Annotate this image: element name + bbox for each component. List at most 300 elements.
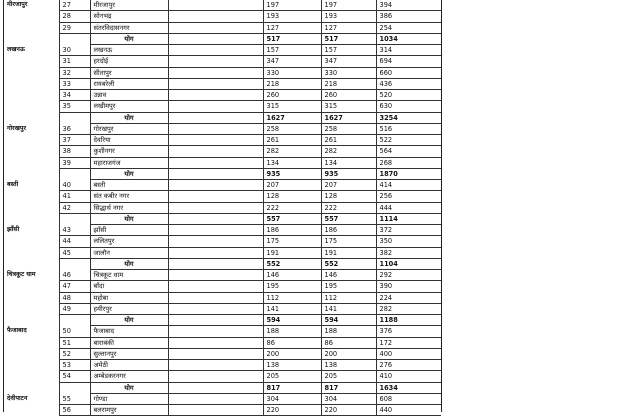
district-cell: हरदोई <box>90 56 168 67</box>
table-row <box>4 371 441 382</box>
district-cell: ललितपुर <box>90 236 168 247</box>
district-cell: बस्ती <box>90 180 168 191</box>
number-cell <box>59 315 90 326</box>
spacer-cell <box>168 135 263 146</box>
division-cell <box>4 112 59 123</box>
spacer-cell <box>168 0 263 11</box>
district-cell: बलरामपुर <box>90 405 168 416</box>
total-row <box>4 258 441 269</box>
district-table <box>4 0 441 416</box>
total-label: योग <box>90 112 168 123</box>
division-cell <box>4 22 59 33</box>
value-b-cell: 935 <box>321 168 376 179</box>
value-b-cell: 557 <box>321 213 376 224</box>
value-b-cell: 134 <box>321 157 376 168</box>
number-cell: 43 <box>59 225 90 236</box>
value-b-cell: 205 <box>321 371 376 382</box>
total-value-cell: 394 <box>376 0 441 11</box>
spacer-cell <box>168 348 263 359</box>
number-cell: 29 <box>59 22 90 33</box>
total-value-cell: 1188 <box>376 315 441 326</box>
division-cell <box>4 67 59 78</box>
spacer-cell <box>168 123 263 134</box>
spacer-cell <box>168 168 263 179</box>
total-row <box>4 168 441 179</box>
district-cell: गोरखपुर <box>90 123 168 134</box>
table-row <box>4 405 441 416</box>
division-cell <box>4 168 59 179</box>
number-cell: 56 <box>59 405 90 416</box>
table-row <box>4 225 441 236</box>
value-a-cell: 141 <box>263 303 321 314</box>
table-row <box>4 135 441 146</box>
district-cell: देवरिया <box>90 135 168 146</box>
district-cell: कुशीनगर <box>90 146 168 157</box>
spacer-cell <box>168 337 263 348</box>
value-a-cell: 315 <box>263 101 321 112</box>
spacer-cell <box>168 247 263 258</box>
total-value-cell: 1634 <box>376 382 441 393</box>
division-cell <box>4 337 59 348</box>
total-value-cell: 608 <box>376 393 441 404</box>
number-cell: 53 <box>59 360 90 371</box>
table-row <box>4 360 441 371</box>
total-value-cell: 256 <box>376 191 441 202</box>
total-value-cell: 382 <box>376 247 441 258</box>
value-b-cell: 186 <box>321 225 376 236</box>
total-label: योग <box>90 33 168 44</box>
number-cell: 38 <box>59 146 90 157</box>
value-a-cell: 552 <box>263 258 321 269</box>
number-cell: 50 <box>59 326 90 337</box>
value-a-cell: 261 <box>263 135 321 146</box>
number-cell: 31 <box>59 56 90 67</box>
total-value-cell: 372 <box>376 225 441 236</box>
spacer-cell <box>168 258 263 269</box>
value-a-cell: 191 <box>263 247 321 258</box>
total-value-cell: 314 <box>376 45 441 56</box>
number-cell <box>59 33 90 44</box>
division-cell <box>4 213 59 224</box>
value-b-cell: 197 <box>321 0 376 11</box>
number-cell: 34 <box>59 90 90 101</box>
district-cell: महाराजगंज <box>90 157 168 168</box>
spacer-cell <box>168 112 263 123</box>
number-cell: 47 <box>59 281 90 292</box>
value-a-cell: 817 <box>263 382 321 393</box>
total-label: योग <box>90 258 168 269</box>
value-a-cell: 1627 <box>263 112 321 123</box>
table-row <box>4 247 441 258</box>
number-cell: 39 <box>59 157 90 168</box>
value-b-cell: 127 <box>321 22 376 33</box>
value-a-cell: 517 <box>263 33 321 44</box>
table-row <box>4 202 441 213</box>
table-row <box>4 337 441 348</box>
spacer-cell <box>168 157 263 168</box>
value-b-cell: 222 <box>321 202 376 213</box>
value-a-cell: 330 <box>263 67 321 78</box>
value-a-cell: 200 <box>263 348 321 359</box>
total-value-cell: 564 <box>376 146 441 157</box>
value-a-cell: 112 <box>263 292 321 303</box>
district-cell: सीतापुर <box>90 67 168 78</box>
table-row <box>4 56 441 67</box>
value-a-cell: 197 <box>263 0 321 11</box>
table-row <box>4 270 441 281</box>
value-a-cell: 175 <box>263 236 321 247</box>
value-a-cell: 935 <box>263 168 321 179</box>
division-cell: मीरजापुर <box>7 1 28 9</box>
value-b-cell: 86 <box>321 337 376 348</box>
table-row <box>4 292 441 303</box>
division-cell <box>4 202 59 213</box>
total-value-cell: 1870 <box>376 168 441 179</box>
value-a-cell: 186 <box>263 225 321 236</box>
value-b-cell: 261 <box>321 135 376 146</box>
value-a-cell: 282 <box>263 146 321 157</box>
number-cell: 55 <box>59 393 90 404</box>
total-value-cell: 1104 <box>376 258 441 269</box>
value-a-cell: 218 <box>263 78 321 89</box>
table-row <box>4 236 441 247</box>
value-b-cell: 218 <box>321 78 376 89</box>
number-cell: 42 <box>59 202 90 213</box>
spacer-cell <box>168 33 263 44</box>
table-row <box>4 78 441 89</box>
value-b-cell: 191 <box>321 247 376 258</box>
total-value-cell: 172 <box>376 337 441 348</box>
value-a-cell: 594 <box>263 315 321 326</box>
total-value-cell: 440 <box>376 405 441 416</box>
value-a-cell: 138 <box>263 360 321 371</box>
table-row <box>4 45 441 56</box>
district-cell: उन्नाव <box>90 90 168 101</box>
district-cell: बाँदा <box>90 281 168 292</box>
spacer-cell <box>168 180 263 191</box>
spacer-cell <box>168 202 263 213</box>
value-b-cell: 112 <box>321 292 376 303</box>
division-cell <box>4 33 59 44</box>
number-cell: 40 <box>59 180 90 191</box>
number-cell: 41 <box>59 191 90 202</box>
value-a-cell: 195 <box>263 281 321 292</box>
division-cell <box>4 382 59 393</box>
number-cell: 54 <box>59 371 90 382</box>
value-a-cell: 557 <box>263 213 321 224</box>
total-value-cell: 1034 <box>376 33 441 44</box>
table-row <box>4 146 441 157</box>
value-b-cell: 128 <box>321 191 376 202</box>
value-b-cell: 188 <box>321 326 376 337</box>
total-value-cell: 520 <box>376 90 441 101</box>
value-b-cell: 817 <box>321 382 376 393</box>
table-row <box>4 393 441 404</box>
value-b-cell: 157 <box>321 45 376 56</box>
value-a-cell: 207 <box>263 180 321 191</box>
division-cell <box>4 135 59 146</box>
table-row <box>4 180 441 191</box>
division-cell <box>4 236 59 247</box>
division-cell <box>4 292 59 303</box>
total-value-cell: 282 <box>376 303 441 314</box>
table-body <box>4 0 441 416</box>
table-row <box>4 22 441 33</box>
total-value-cell: 414 <box>376 180 441 191</box>
value-a-cell: 258 <box>263 123 321 134</box>
value-b-cell: 330 <box>321 67 376 78</box>
division-cell <box>4 315 59 326</box>
total-value-cell: 292 <box>376 270 441 281</box>
division-cell <box>4 56 59 67</box>
value-b-cell: 220 <box>321 405 376 416</box>
total-label: योग <box>90 382 168 393</box>
value-b-cell: 347 <box>321 56 376 67</box>
total-value-cell: 376 <box>376 326 441 337</box>
number-cell: 33 <box>59 78 90 89</box>
table-row <box>4 157 441 168</box>
value-a-cell: 220 <box>263 405 321 416</box>
value-a-cell: 222 <box>263 202 321 213</box>
total-value-cell: 410 <box>376 371 441 382</box>
division-cell <box>4 146 59 157</box>
total-value-cell: 444 <box>376 202 441 213</box>
spacer-cell <box>168 371 263 382</box>
spacer-cell <box>168 67 263 78</box>
district-cell: गोण्डा <box>90 393 168 404</box>
spacer-cell <box>168 382 263 393</box>
spacer-cell <box>168 270 263 281</box>
table-row <box>4 191 441 202</box>
value-b-cell: 594 <box>321 315 376 326</box>
district-cell: जालौन <box>90 247 168 258</box>
number-cell: 35 <box>59 101 90 112</box>
total-label: योग <box>90 168 168 179</box>
value-a-cell: 193 <box>263 11 321 22</box>
value-b-cell: 195 <box>321 281 376 292</box>
scanned-document <box>3 0 442 415</box>
number-cell: 36 <box>59 123 90 134</box>
division-cell: चित्रकूट धाम <box>7 271 36 279</box>
number-cell: 37 <box>59 135 90 146</box>
table-row <box>4 67 441 78</box>
district-cell: रायबरेली <box>90 78 168 89</box>
number-cell: 45 <box>59 247 90 258</box>
spacer-cell <box>168 236 263 247</box>
value-a-cell: 304 <box>263 393 321 404</box>
total-row <box>4 213 441 224</box>
spacer-cell <box>168 11 263 22</box>
division-cell: फैजाबाद <box>7 327 27 335</box>
district-cell: बाराबंकी <box>90 337 168 348</box>
total-row <box>4 315 441 326</box>
value-b-cell: 1627 <box>321 112 376 123</box>
district-cell: सुल्तानपुर <box>90 348 168 359</box>
total-value-cell: 400 <box>376 348 441 359</box>
value-b-cell: 146 <box>321 270 376 281</box>
division-cell <box>4 348 59 359</box>
division-cell: गोरखपुर <box>7 124 27 132</box>
value-b-cell: 258 <box>321 123 376 134</box>
division-cell: लखनऊ <box>7 46 25 54</box>
value-b-cell: 138 <box>321 360 376 371</box>
division-cell <box>4 258 59 269</box>
total-value-cell: 694 <box>376 56 441 67</box>
total-value-cell: 436 <box>376 78 441 89</box>
total-value-cell: 268 <box>376 157 441 168</box>
district-cell: महोबा <box>90 292 168 303</box>
table-row <box>4 101 441 112</box>
division-cell <box>4 101 59 112</box>
empty-area <box>442 0 640 414</box>
value-b-cell: 517 <box>321 33 376 44</box>
value-a-cell: 128 <box>263 191 321 202</box>
division-cell <box>4 90 59 101</box>
spacer-cell <box>168 146 263 157</box>
number-cell <box>59 258 90 269</box>
total-value-cell: 224 <box>376 292 441 303</box>
table-row <box>4 123 441 134</box>
total-row <box>4 382 441 393</box>
value-b-cell: 207 <box>321 180 376 191</box>
table-row <box>4 281 441 292</box>
spacer-cell <box>168 281 263 292</box>
spacer-cell <box>168 303 263 314</box>
total-value-cell: 3254 <box>376 112 441 123</box>
spacer-cell <box>168 101 263 112</box>
table-row <box>4 0 441 11</box>
number-cell <box>59 213 90 224</box>
total-row <box>4 33 441 44</box>
division-cell <box>4 371 59 382</box>
division-cell: बस्ती <box>7 181 19 189</box>
value-b-cell: 260 <box>321 90 376 101</box>
division-cell: देवीपाटन <box>7 394 28 402</box>
spacer-cell <box>168 90 263 101</box>
number-cell: 44 <box>59 236 90 247</box>
total-label: योग <box>90 315 168 326</box>
spacer-cell <box>168 78 263 89</box>
number-cell: 28 <box>59 11 90 22</box>
total-value-cell: 630 <box>376 101 441 112</box>
total-row <box>4 112 441 123</box>
number-cell <box>59 112 90 123</box>
district-cell: फैजाबाद <box>90 326 168 337</box>
value-b-cell: 200 <box>321 348 376 359</box>
value-a-cell: 188 <box>263 326 321 337</box>
district-cell: हमीरपुर <box>90 303 168 314</box>
value-a-cell: 347 <box>263 56 321 67</box>
total-value-cell: 522 <box>376 135 441 146</box>
division-cell <box>4 360 59 371</box>
number-cell: 46 <box>59 270 90 281</box>
spacer-cell <box>168 360 263 371</box>
division-cell <box>4 281 59 292</box>
value-a-cell: 134 <box>263 157 321 168</box>
total-value-cell: 386 <box>376 11 441 22</box>
value-a-cell: 86 <box>263 337 321 348</box>
district-cell: सिद्धार्थ नगर <box>90 202 168 213</box>
division-cell <box>4 78 59 89</box>
spacer-cell <box>168 213 263 224</box>
district-cell: संत कबीर नगर <box>90 191 168 202</box>
number-cell: 51 <box>59 337 90 348</box>
division-cell <box>4 247 59 258</box>
total-value-cell: 350 <box>376 236 441 247</box>
value-a-cell: 260 <box>263 90 321 101</box>
district-cell: चित्रकूट धाम <box>90 270 168 281</box>
table-row <box>4 303 441 314</box>
value-b-cell: 175 <box>321 236 376 247</box>
total-value-cell: 254 <box>376 22 441 33</box>
district-cell: लखनऊ <box>90 45 168 56</box>
table-row <box>4 90 441 101</box>
district-cell: अमेठी <box>90 360 168 371</box>
value-a-cell: 157 <box>263 45 321 56</box>
district-cell: संतरविदासनगर <box>90 22 168 33</box>
number-cell: 32 <box>59 67 90 78</box>
spacer-cell <box>168 315 263 326</box>
number-cell <box>59 382 90 393</box>
total-value-cell: 390 <box>376 281 441 292</box>
number-cell: 52 <box>59 348 90 359</box>
total-value-cell: 516 <box>376 123 441 134</box>
value-a-cell: 127 <box>263 22 321 33</box>
district-cell: झाँसी <box>90 225 168 236</box>
spacer-cell <box>168 56 263 67</box>
number-cell: 27 <box>59 0 90 11</box>
value-b-cell: 141 <box>321 303 376 314</box>
value-a-cell: 205 <box>263 371 321 382</box>
table-row <box>4 11 441 22</box>
district-cell: अम्बेडकरनगर <box>90 371 168 382</box>
value-b-cell: 282 <box>321 146 376 157</box>
total-label: योग <box>90 213 168 224</box>
total-value-cell: 276 <box>376 360 441 371</box>
number-cell: 30 <box>59 45 90 56</box>
value-b-cell: 552 <box>321 258 376 269</box>
value-b-cell: 304 <box>321 393 376 404</box>
number-cell: 49 <box>59 303 90 314</box>
spacer-cell <box>168 191 263 202</box>
value-b-cell: 193 <box>321 11 376 22</box>
division-cell <box>4 303 59 314</box>
total-value-cell: 660 <box>376 67 441 78</box>
district-cell: लखीमपुर <box>90 101 168 112</box>
spacer-cell <box>168 405 263 416</box>
division-cell <box>4 11 59 22</box>
table-row <box>4 348 441 359</box>
spacer-cell <box>168 22 263 33</box>
district-cell: सोनभद्र <box>90 11 168 22</box>
number-cell: 48 <box>59 292 90 303</box>
total-value-cell: 1114 <box>376 213 441 224</box>
spacer-cell <box>168 326 263 337</box>
number-cell <box>59 168 90 179</box>
division-cell <box>4 157 59 168</box>
spacer-cell <box>168 225 263 236</box>
division-cell <box>4 191 59 202</box>
value-b-cell: 315 <box>321 101 376 112</box>
spacer-cell <box>168 45 263 56</box>
division-cell <box>4 405 59 416</box>
division-cell: झाँसी <box>7 226 20 234</box>
spacer-cell <box>168 393 263 404</box>
district-cell: मीरजापुर <box>90 0 168 11</box>
value-a-cell: 146 <box>263 270 321 281</box>
table-row <box>4 326 441 337</box>
spacer-cell <box>168 292 263 303</box>
